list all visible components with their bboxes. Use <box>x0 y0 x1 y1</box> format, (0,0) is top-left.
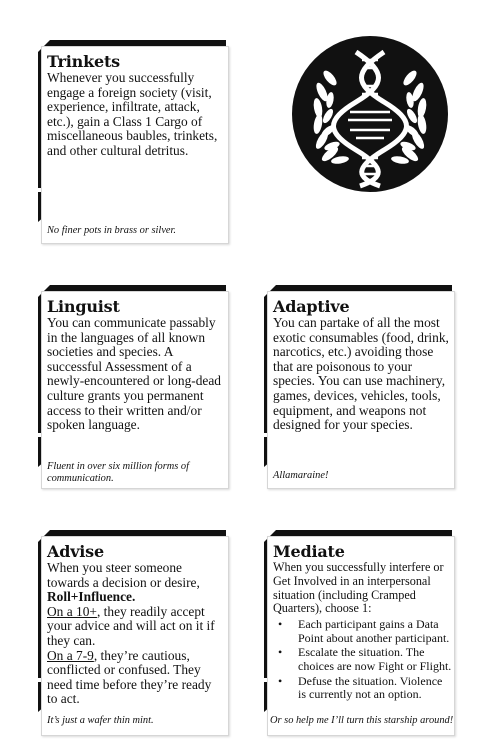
card-trinkets <box>30 38 230 248</box>
card-adaptive <box>256 283 456 493</box>
card-flavor-text: Fluent in over six million forms of communication. <box>47 461 189 484</box>
advise-hit-label: On a 10+ <box>47 603 97 619</box>
card-flavor-text: Or so help me I’ll turn this starship around! <box>270 715 454 726</box>
card-body: Whenever you successfully engage a foreign society (visit, experience, infiltrate, attack, etc.), gain a Class 1 Cargo of miscellaneous baubles, trinkets, and other cultural detritus. <box>47 70 218 158</box>
card-body: You can partake of all the most exotic consumables (food, drink, narcotics, etc.) avoiding those that are poisonous to your species. You can use machinery, games, devices, vehicles, tools, equipment, and weapons not designed for your species. <box>273 315 449 433</box>
mediate-options-list <box>273 618 453 702</box>
advise-roll: Roll+Influence. <box>47 589 136 605</box>
advise-partial-text: , they’re cautious, conflicted or confused. They need time before they’re ready to act. <box>47 647 212 707</box>
card-advise <box>30 528 230 740</box>
card-title: Mediate <box>273 542 345 561</box>
card-title: Linguist <box>47 297 120 316</box>
card-body: You can communicate passably in the languages of all known societies and species. A successful Assessment of a newly-encountered or long-dead culture grants you permanent access to their written and/or spoken language. <box>47 315 222 433</box>
list-item: • Defuse the situation. Violence is currently not an option. <box>278 673 443 702</box>
bullet-icon: • <box>278 673 283 688</box>
card-flavor-text: Allamaraine! <box>273 470 329 481</box>
dna-laurel-emblem-icon <box>290 34 450 194</box>
advise-hit-text: , they readily accept your advice and will act on it if they can. <box>47 603 215 648</box>
card-flavor-text: It’s just a wafer thin mint. <box>47 715 154 726</box>
advise-partial-label: On a 7-9 <box>47 647 94 663</box>
card-mediate <box>256 528 456 740</box>
card-body <box>47 561 225 707</box>
card-linguist <box>30 283 230 493</box>
card-body: When you successfully interfere or Get Involved in an interpersonal situation (including Cramped Quarters), choose 1: <box>273 560 444 616</box>
bullet-icon: • <box>278 645 283 660</box>
card-title: Adaptive <box>273 297 350 316</box>
list-item: • Escalate the situation. The choices are now Fight or Flight. <box>278 645 452 673</box>
list-item: • Each participant gains a Data Point about another participant. <box>278 617 450 645</box>
card-flavor-text: No finer pots in brass or silver. <box>47 225 177 236</box>
card-title: Trinkets <box>47 52 120 71</box>
card-title: Advise <box>47 542 104 561</box>
advise-intro: When you steer someone towards a decision or desire, <box>47 560 200 590</box>
bullet-icon: • <box>278 617 283 632</box>
